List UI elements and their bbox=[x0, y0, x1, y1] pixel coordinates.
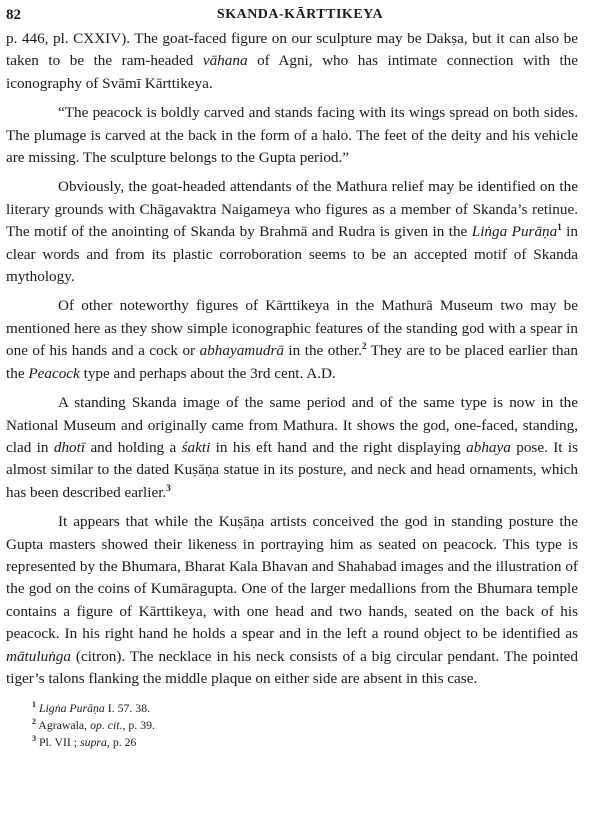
paragraph bbox=[6, 176, 578, 288]
text-run: p. 446, pl. CXXIV). The goat-faced figure on our sculpture may be Dakṣa, but it can also be taken to be the ram-headed bbox=[6, 30, 578, 70]
text-run: Obviously, the goat-headed attendants of the Mathura relief may be identified on the literary grounds with Chāgavaktra Naigameya who figures as a member of Skanda’s retinue. The motif of the anointing of Skanda by Brahmā and Rudra is given in the bbox=[6, 178, 578, 241]
page-header bbox=[6, 4, 578, 28]
running-title: SKANDA-KĀRTTIKEYA bbox=[216, 7, 384, 22]
footnote-marker: 2 bbox=[32, 717, 36, 727]
text-run: of Agni, who has intimate connection with the iconography of Svāmī Kārttikeya. bbox=[6, 52, 579, 92]
footnote-marker: 3 bbox=[166, 482, 171, 493]
italic-term: mātuluṅga bbox=[6, 647, 71, 665]
paragraph bbox=[6, 511, 578, 690]
text-run: “The peacock is boldly carved and stands facing with its wings spread on both sides. The plumage is carved at the back in the form of a halo. The feet of the deity and his vehicle are missing. The sculpture belongs to the Gupta period.” bbox=[6, 104, 578, 167]
text-run: and holding a bbox=[85, 438, 182, 456]
text-run: pose. It is almost similar to the dated Kuṣāṇa statue in its posture, and neck and head ornaments, which has been described earlier. bbox=[6, 438, 579, 501]
text-run: , p. 26 bbox=[106, 735, 137, 750]
page-number: 82 bbox=[6, 7, 21, 23]
text-run: Of other noteworthy figures of Kārttikeya in the Mathurā Museum two may be mentioned here as they show simple iconographic features of the standing god with a spear in one of his hands and a cock or bbox=[6, 297, 578, 360]
italic-term: dhotī bbox=[53, 438, 86, 456]
paragraph bbox=[6, 392, 578, 504]
text-run: They are to be placed earlier than the bbox=[6, 342, 578, 382]
italic-term: śakti bbox=[181, 438, 211, 456]
paragraph bbox=[6, 295, 578, 385]
footnote-marker: 2 bbox=[361, 341, 367, 352]
footnote-marker: 1 bbox=[32, 700, 36, 710]
italic-term: abhayamudrā bbox=[199, 342, 284, 360]
body-text bbox=[6, 28, 578, 690]
italic-term: Ligṅa Purāṇa bbox=[38, 701, 105, 716]
italic-term: abhaya bbox=[466, 438, 511, 456]
footnotes bbox=[6, 700, 578, 751]
footnote bbox=[32, 734, 578, 751]
italic-term: vāhana bbox=[202, 52, 248, 70]
italic-term: Peacock bbox=[28, 364, 80, 382]
text-run: in the other. bbox=[283, 342, 362, 360]
paragraph bbox=[6, 102, 578, 169]
italic-term: op. cit. bbox=[90, 718, 123, 733]
footnote-marker: 3 bbox=[32, 734, 36, 744]
text-run: Agrawala, bbox=[36, 718, 91, 733]
text-run: in his eft hand and the right displaying bbox=[210, 438, 467, 456]
text-run: Pl. VII ; bbox=[36, 735, 81, 750]
footnote-marker: 1 bbox=[557, 222, 562, 233]
text-run: It appears that while the Kuṣāṇa artists conceived the god in standing posture the Gupta masters showed their likeness in portraying him as seated on peacock. This type is represented by the Bhumara, Bharat Kala Bhavan and Shahabad images and the illustration of the god on the coins of Kumāragupta. One of the larger medallions from the Bhumara temple contains a figure of Kārttikeya, with one head and two hands, seated on the back of his peacock. In his right hand he holds a spear and in the left a round object to be identified as bbox=[6, 513, 578, 643]
italic-term: Liṅga Purāṇa bbox=[471, 223, 558, 241]
footnote bbox=[32, 717, 578, 734]
text-run: in clear words and from its plastic corroboration seems to be an accepted motif of Skanda mythology. bbox=[6, 223, 578, 286]
text-run: (citron). The necklace in his neck consists of a big circular pendant. The pointed tiger’s talons flanking the middle plaque on either side are absent in this case. bbox=[6, 647, 578, 687]
text-run: I. 57. 38. bbox=[104, 701, 151, 716]
text-run: A standing Skanda image of the same period and of the same type is now in the National Museum and originally came from Mathura. It shows the god, one-faced, standing, clad in bbox=[6, 394, 578, 456]
paragraph bbox=[6, 28, 578, 95]
italic-term: supra bbox=[80, 735, 107, 750]
text-run: , p. 39. bbox=[122, 718, 155, 733]
text-run: type and perhaps about the 3rd cent. A.D. bbox=[79, 364, 336, 382]
footnote bbox=[32, 700, 578, 717]
